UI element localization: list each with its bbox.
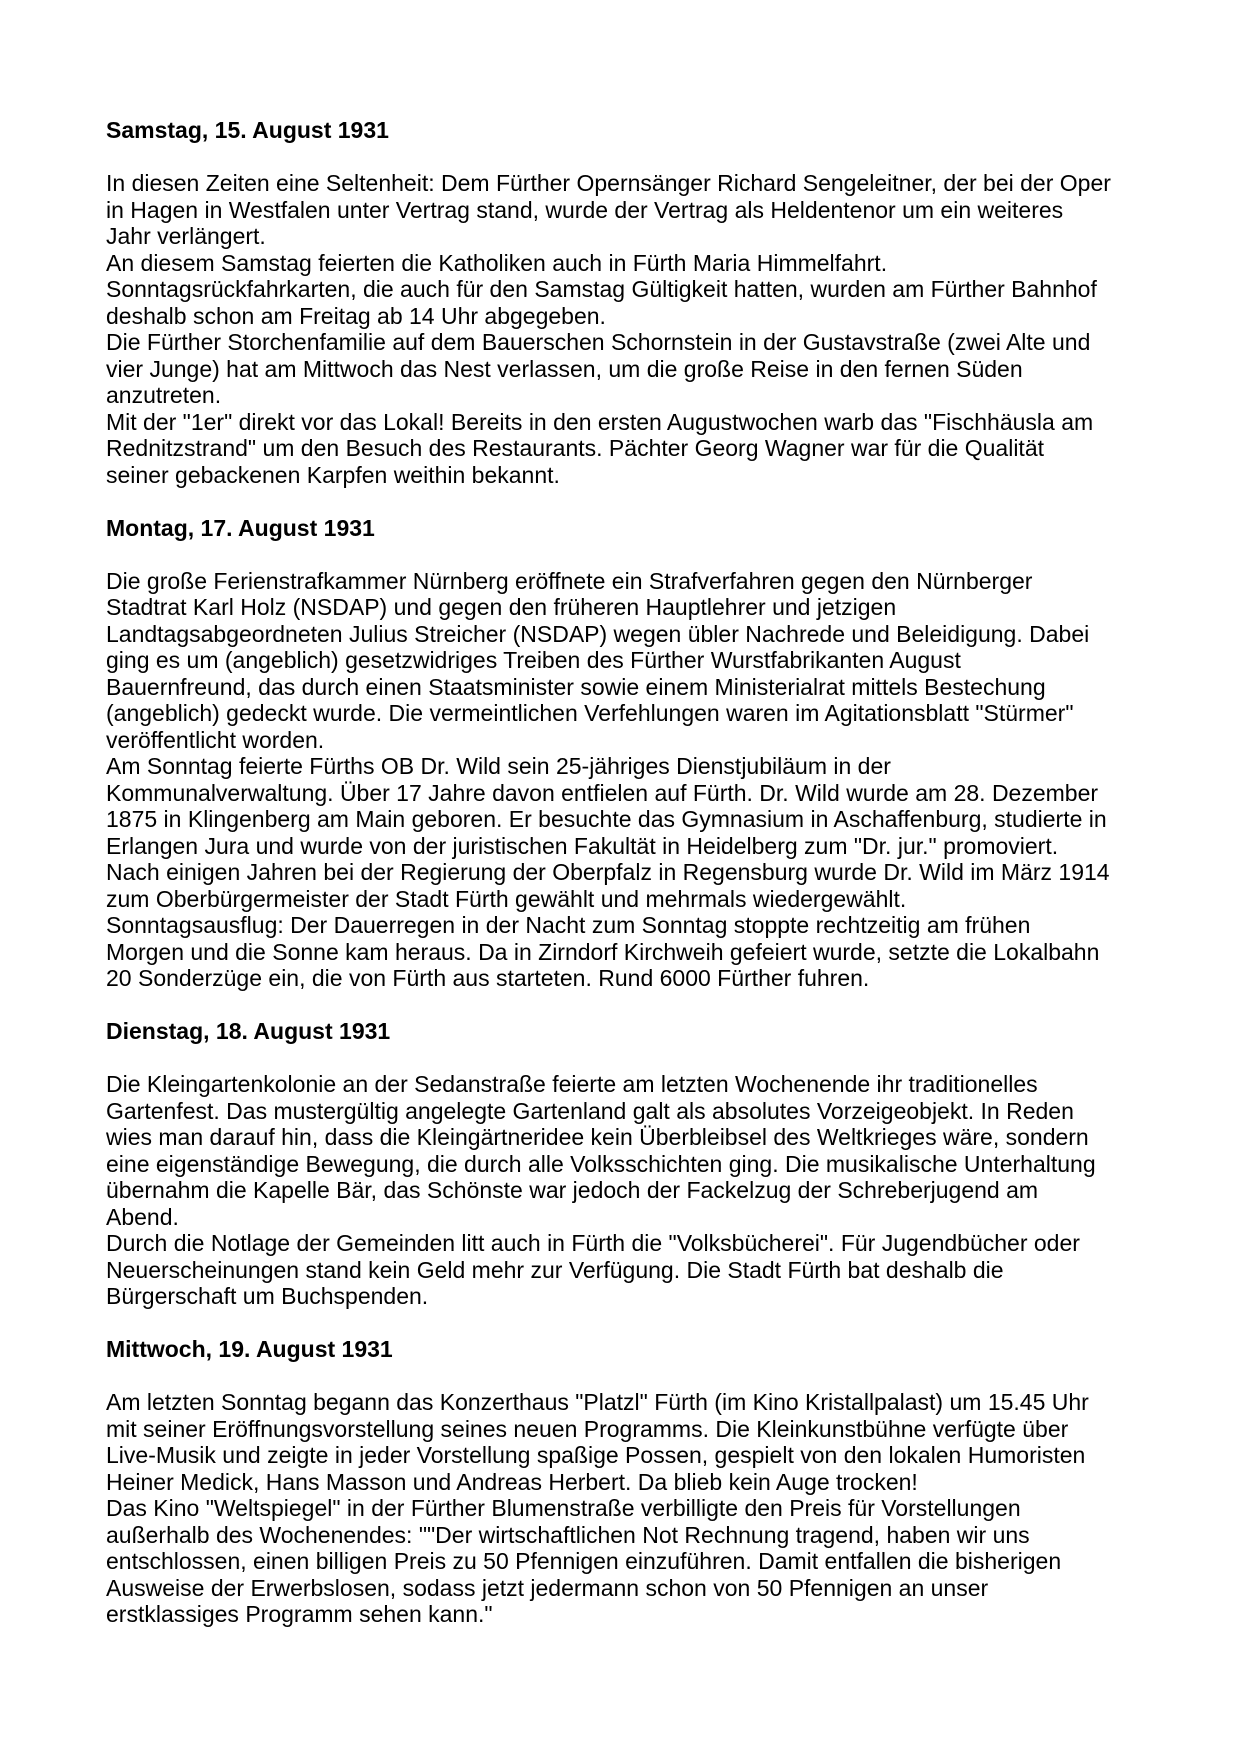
text-line: Am Sonntag feierte Fürths OB Dr. Wild sein 25-jähriges Dienstjubiläum in der xyxy=(106,753,891,779)
text-line: Bauernfreund, das durch einen Staatsminister sowie einem Ministerialrat mittels Bestechung xyxy=(106,673,1046,700)
text-line: Erlangen Jura und wurde von der juristischen Fakultät in Heidelberg zum "Dr. jur." promoviert. xyxy=(106,832,1059,859)
text-line: Gartenfest. Das mustergültig angelegte Gartenland galt als absolutes Vorzeigeobjekt. In Reden xyxy=(106,1097,1074,1124)
text-line: Rednitzstrand" um den Besuch des Restaurants. Pächter Georg Wagner war für die Qualität xyxy=(106,435,1045,461)
text-line: Mit der "1er" direkt vor das Lokal! Bereits in den ersten Augustwochen warb das "Fischhäusla am xyxy=(106,408,1094,435)
text-line: Morgen und die Sonne kam heraus. Da in Zirndorf Kirchweih gefeiert wurde, setzte die Lokalbahn xyxy=(106,938,1100,965)
section-heading: Mittwoch, 19. August 1931 xyxy=(106,1336,393,1362)
text-line: Durch die Notlage der Gemeinden litt auch in Fürth die "Volksbücherei". Für Jugendbücher oder xyxy=(106,1230,1080,1256)
document-sections xyxy=(106,117,1199,1628)
text-line: eine eigenständige Bewegung, die durch alle Volksschichten ging. Die musikalische Unterhaltung xyxy=(106,1150,1096,1177)
text-line: Abend. xyxy=(106,1203,179,1230)
section-body xyxy=(106,170,1199,488)
text-line: In diesen Zeiten eine Seltenheit: Dem Fürther Opernsänger Richard Sengeleitner, der bei der Oper xyxy=(106,170,1111,196)
section-heading: Montag, 17. August 1931 xyxy=(106,514,375,541)
journal-section xyxy=(106,515,1199,992)
text-line: seiner gebackenen Karpfen weithin bekannt. xyxy=(106,461,560,488)
section-heading: Dienstag, 18. August 1931 xyxy=(106,1018,391,1044)
text-line: Stadtrat Karl Holz (NSDAP) und gegen den früheren Hauptlehrer und jetzigen xyxy=(106,594,897,620)
text-line: zum Oberbürgermeister der Stadt Fürth gewählt und mehrmals wiedergewählt. xyxy=(106,885,907,912)
text-line: Live-Musik und zeigte in jeder Vorstellung spaßige Possen, gespielt von den lokalen Humoristen xyxy=(106,1442,1086,1468)
text-line: ging es um (angeblich) gesetzwidriges Treiben des Fürther Wurstfabrikanten August xyxy=(106,647,961,673)
text-line: vier Junge) hat am Mittwoch das Nest verlassen, um die große Reise in den fernen Süden xyxy=(106,355,1023,382)
section-body xyxy=(106,568,1199,992)
text-line: übernahm die Kapelle Bär, das Schönste war jedoch der Fackelzug der Schreberjugend am xyxy=(106,1177,1039,1203)
text-line: Ausweise der Erwerbslosen, sodass jetzt jedermann schon von 50 Pfennigen an unser xyxy=(106,1574,989,1601)
text-line: Bürgerschaft um Buchspenden. xyxy=(106,1283,429,1309)
text-line: Die Kleingartenkolonie an der Sedanstraße feierte am letzten Wochenende ihr traditionelles xyxy=(106,1071,1038,1097)
text-line: Die große Ferienstrafkammer Nürnberg eröffnete ein Strafverfahren gegen den Nürnberger xyxy=(106,567,1033,594)
text-line: 1875 in Klingenberg am Main geboren. Er besuchte das Gymnasium in Aschaffenburg, studierte in xyxy=(106,806,1107,832)
text-line: Kommunalverwaltung. Über 17 Jahre davon entfielen auf Fürth. Dr. Wild wurde am 28. Dezember xyxy=(106,779,1099,806)
journal-section xyxy=(106,1018,1199,1310)
text-line: Sonntagsrückfahrkarten, die auch für den Samstag Gültigkeit hatten, wurden am Fürther Bahnhof xyxy=(106,276,1097,302)
text-line: Das Kino "Weltspiegel" in der Fürther Blumenstraße verbilligte den Preis für Vorstellungen xyxy=(106,1495,1021,1521)
text-line: deshalb schon am Freitag ab 14 Uhr abgegeben. xyxy=(106,302,606,329)
section-heading: Samstag, 15. August 1931 xyxy=(106,117,389,143)
text-line: in Hagen in Westfalen unter Vertrag stand, wurde der Vertrag als Heldentenor um ein weiteres xyxy=(106,196,1064,223)
text-line: Heiner Medick, Hans Masson und Andreas Herbert. Da blieb kein Auge trocken! xyxy=(106,1468,918,1495)
text-line: Am letzten Sonntag begann das Konzerthaus "Platzl" Fürth (im Kino Kristallpalast) um 15.45 Uhr xyxy=(106,1389,1089,1415)
text-line: veröffentlicht worden. xyxy=(106,726,325,753)
text-line: außerhalb des Wochenendes: ""Der wirtschaftlichen Not Rechnung tragend, haben wir uns xyxy=(106,1521,1030,1548)
text-line: entschlossen, einen billigen Preis zu 50 Pfennigen einzuführen. Damit entfallen die bisherigen xyxy=(106,1548,1062,1574)
text-line: Jahr verlängert. xyxy=(106,223,266,249)
section-body xyxy=(106,1071,1199,1310)
text-line: Sonntagsausflug: Der Dauerregen in der Nacht zum Sonntag stoppte rechtzeitig am frühen xyxy=(106,912,1031,938)
journal-section xyxy=(106,1336,1199,1628)
text-line: mit seiner Eröffnungsvorstellung seines neuen Programms. Die Kleinkunstbühne verfügte über xyxy=(106,1415,1069,1442)
text-line: wies man darauf hin, dass die Kleingärtneridee kein Überbleibsel des Weltkrieges wäre, sondern xyxy=(106,1124,1089,1150)
text-line: Neuerscheinungen stand kein Geld mehr zur Verfügung. Die Stadt Fürth bat deshalb die xyxy=(106,1256,1004,1283)
text-line: Nach einigen Jahren bei der Regierung der Oberpfalz in Regensburg wurde Dr. Wild im März 1914 xyxy=(106,859,1110,885)
text-line: Die Fürther Storchenfamilie auf dem Bauerschen Schornstein in der Gustavstraße (zwei Alte und xyxy=(106,329,1091,355)
text-line: anzutreten. xyxy=(106,382,222,408)
text-line: (angeblich) gedeckt wurde. Die vermeintlichen Verfehlungen waren im Agitationsblatt "Stürmer" xyxy=(106,700,1074,726)
text-line: Landtagsabgeordneten Julius Streicher (NSDAP) wegen übler Nachrede und Beleidigung. Dabei xyxy=(106,620,1090,647)
text-line: An diesem Samstag feierten die Katholiken auch in Fürth Maria Himmelfahrt. xyxy=(106,249,888,276)
journal-section xyxy=(106,117,1199,488)
text-line: 20 Sonderzüge ein, die von Fürth aus starteten. Rund 6000 Fürther fuhren. xyxy=(106,965,870,991)
section-body xyxy=(106,1389,1199,1628)
text-line: erstklassiges Programm sehen kann." xyxy=(106,1601,493,1627)
